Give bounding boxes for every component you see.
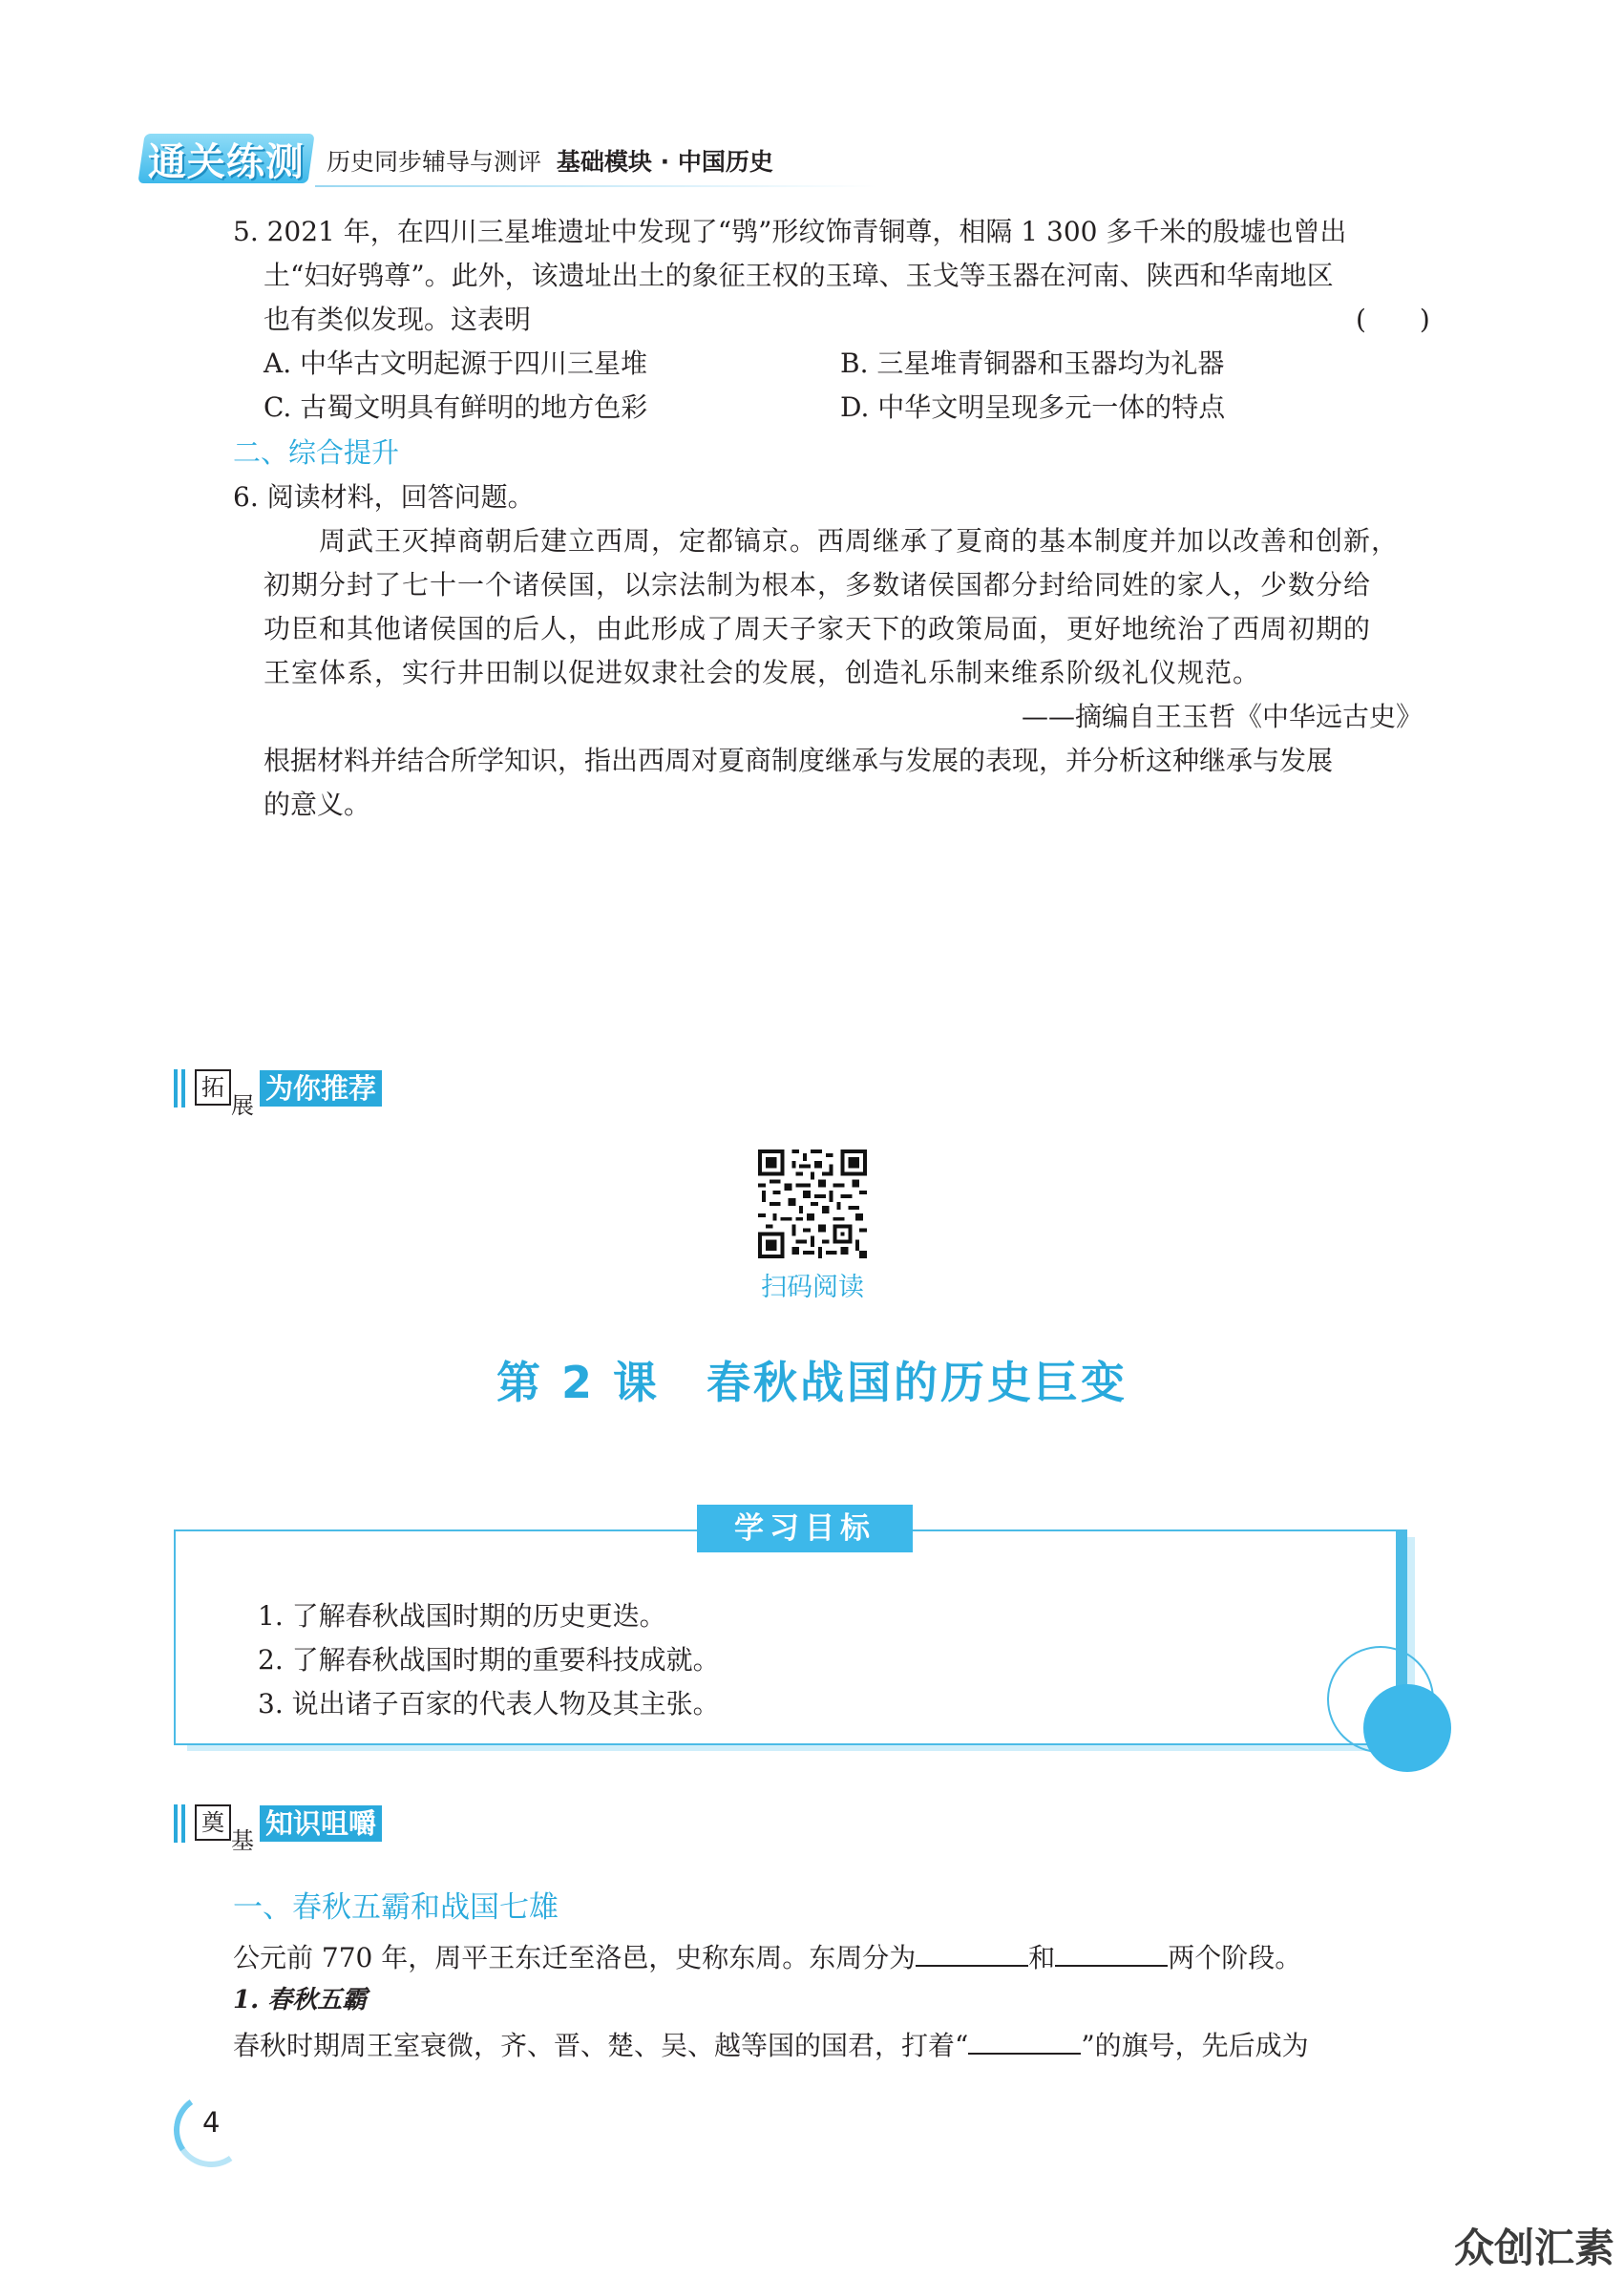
watermark: 众创汇素: [1453, 2225, 1614, 2271]
goal-item-1: 1. 了解春秋战国时期的历史更迭。: [258, 1600, 666, 1632]
header-subtitle: 历史同步辅导与测评: [327, 148, 542, 176]
q5-option-a[interactable]: A. 中华古文明起源于四川三星堆: [264, 348, 648, 379]
q5-line-3: 也有类似发现。这表明: [264, 304, 532, 335]
q5-option-d[interactable]: D. 中华文明呈现多元一体的特点: [840, 391, 1226, 423]
knowledge-tag-label: 知识咀嚼: [260, 1805, 382, 1842]
part1-subheading: 1. 春秋五霸: [233, 1986, 368, 2014]
qr-caption: 扫码阅读: [761, 1273, 864, 1302]
knowledge-tag-char: 奠: [195, 1804, 231, 1841]
q5-option-b[interactable]: B. 三星堆青铜器和玉器均为礼器: [840, 348, 1225, 379]
header-module: 基础模块 · 中国历史: [556, 148, 773, 176]
fill-blank-3[interactable]: [968, 2022, 1081, 2055]
knowledge-tag-bars: [174, 1804, 185, 1843]
recommend-tag-bars: [174, 1069, 185, 1107]
recommend-tag-label: 为你推荐: [260, 1070, 382, 1107]
q6-material-line-1: 周武王灭掉商朝后建立西周，定都镐京。西周继承了夏商的基本制度并加以改善和创新，: [264, 525, 1400, 557]
q5-option-c[interactable]: C. 古蜀文明具有鲜明的地方色彩: [264, 391, 648, 423]
part1-line-1-text-c: 两个阶段。: [1168, 1942, 1302, 1973]
q6-question-line-1: 根据材料并结合所学知识，指出西周对夏商制度继承与发展的表现，并分析这种继承与发展: [264, 745, 1334, 776]
q6-material-line-3: 功臣和其他诸侯国的后人，由此形成了周天子家天下的政策局面，更好地统治了西周初期的: [264, 613, 1372, 644]
fill-blank-2[interactable]: [1055, 1934, 1168, 1967]
q6-material-line-4: 王室体系，实行井田制以促进奴隶社会的发展，创造礼乐制来维系阶级礼仪规范。: [264, 657, 1261, 688]
q5-answer-paren: ( ): [1356, 304, 1430, 335]
q6-question-line-2: 的意义。: [264, 789, 371, 820]
page-number: 4: [202, 2106, 221, 2139]
q6-material-source: ——摘编自王玉哲《中华远古史》: [1022, 701, 1424, 732]
goal-item-3: 3. 说出诸子百家的代表人物及其主张。: [258, 1688, 720, 1719]
qr-code-icon[interactable]: [758, 1150, 867, 1258]
part1-line-2-text-b: ”的旗号，先后成为: [1081, 2030, 1309, 2061]
q5-line-1: 5. 2021 年，在四川三星堆遗址中发现了“鸮”形纹饰青铜尊，相隔 1 300 多千米的殷墟也曾出: [233, 216, 1347, 247]
fill-blank-1[interactable]: [916, 1934, 1028, 1967]
book-series-logo: [137, 134, 314, 183]
learning-goals-label: 学习目标: [697, 1505, 913, 1552]
q6-material-line-2: 初期分封了七十一个诸侯国，以宗法制为根本，多数诸侯国都分封给同姓的家人，少数分给: [264, 569, 1372, 601]
part1-heading: 一、春秋五霸和战国七雄: [233, 1890, 559, 1925]
decorative-circle-fill: [1363, 1684, 1451, 1772]
recommend-tag-subchar: 展: [231, 1092, 254, 1119]
part1-line-1: [233, 1934, 1301, 1980]
goal-item-2: 2. 了解春秋战国时期的重要科技成就。: [258, 1644, 720, 1676]
knowledge-tag-subchar: 基: [231, 1827, 254, 1854]
lesson-title: 第 2 课 春秋战国的历史巨变: [496, 1357, 1128, 1408]
part1-line-1-text-a: 公元前 770 年，周平王东迁至洛邑，史称东周。东周分为: [233, 1942, 917, 1973]
recommend-tag-char: 拓: [195, 1069, 231, 1106]
q5-line-2: 土“妇好鸮尊”。此外，该遗址出土的象征王权的玉璋、玉戈等玉器在河南、陕西和华南地区: [264, 260, 1334, 291]
logo-text: 通关练测: [148, 139, 305, 184]
running-header: [327, 143, 773, 178]
part1-line-1-text-b: 和: [1028, 1942, 1056, 1973]
q6-prompt: 6. 阅读材料，回答问题。: [233, 481, 535, 513]
section-heading-comprehensive: 二、综合提升: [233, 436, 400, 469]
part1-line-2-text-a: 春秋时期周王室衰微，齐、晋、楚、吴、越等国的国君，打着“: [233, 2030, 969, 2061]
header-divider: [315, 185, 878, 187]
part1-line-2: [233, 2022, 1309, 2068]
